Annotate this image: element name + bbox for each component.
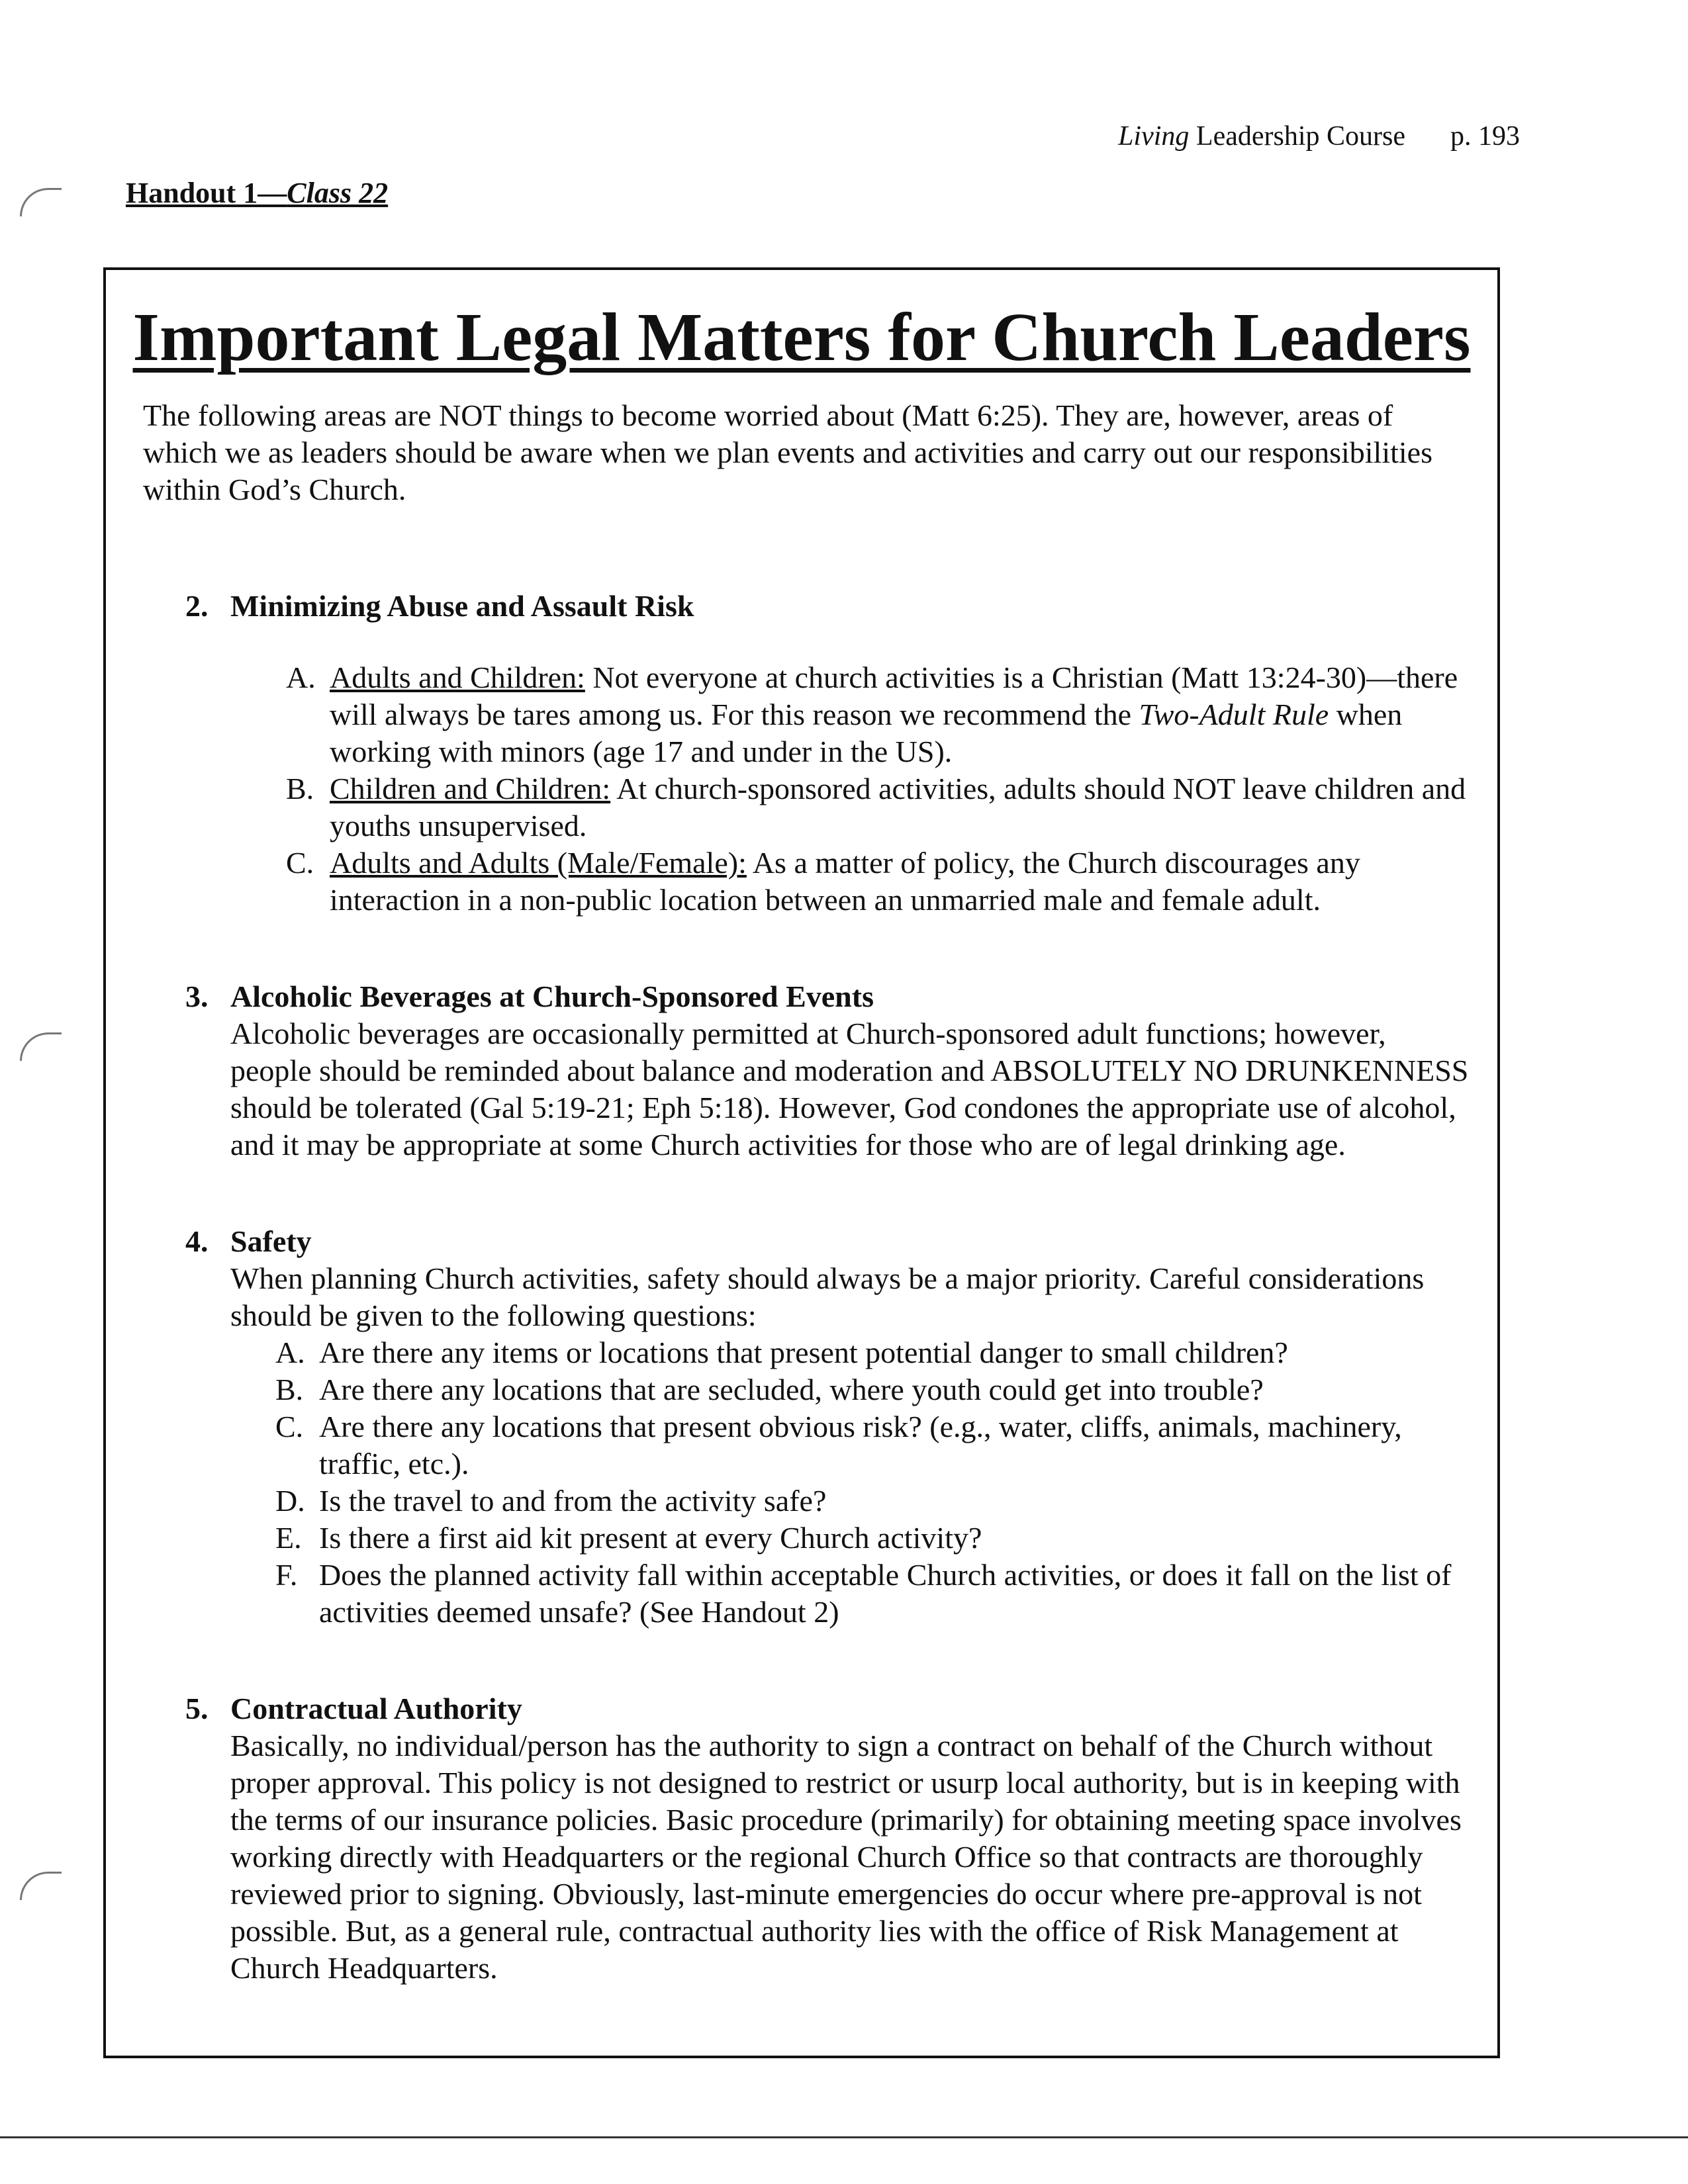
handout-number: Handout 1— — [126, 177, 287, 209]
abuse-list — [286, 659, 1474, 919]
item-label: Children and Children: — [330, 772, 611, 805]
list-letter: B. — [286, 772, 314, 805]
list-letter: A. — [286, 660, 316, 694]
course-name-italic: Living — [1118, 121, 1190, 152]
safety-list — [275, 1334, 1474, 1631]
list-item-text: Is there a first aid kit present at every Church activity? — [319, 1521, 982, 1555]
list-letter: A. — [275, 1336, 305, 1369]
section-number: 2. — [185, 589, 209, 623]
section-body: Alcoholic beverages are occasionally permitted at Church-sponsored adult functions; however, people should be reminded about balance and moderation and ABSOLUTELY NO DRUNKENNESS should be tolerated (Gal 5:19-21; Eph 5:18). However, God condones the appropriate use of alcohol, and it may be appropriate at some Church activities for those who are of legal drinking age. — [230, 1017, 1469, 1161]
list-item-text — [330, 770, 1474, 844]
list-item-text: Are there any locations that are secluded, where youth could get into trouble? — [319, 1373, 1264, 1406]
list-item — [286, 844, 1474, 919]
page-number: p. 193 — [1450, 121, 1520, 152]
running-header — [1118, 120, 1520, 152]
list-item — [275, 1371, 1474, 1408]
list-letter: C. — [275, 1410, 304, 1443]
binder-hole-mark — [20, 1872, 62, 1900]
section-body: When planning Church activities, safety should always be a major priority. Careful considerations should be given to the following questions: — [230, 1261, 1425, 1332]
list-letter: E. — [275, 1521, 302, 1555]
section-heading — [185, 1223, 1474, 1260]
section-body: Basically, no individual/person has the authority to sign a contract on behalf of the Church without proper approval. This policy is not designed to restrict or usurp local authority, but is in keeping with the terms of our insurance policies. Basic procedure (primarily) for obtaining meeting space involves working directly with Headquarters or the regional Church Office so that contracts are thoroughly reviewed prior to signing. Obviously, last-minute emergencies do occur where pre-approval is not possible. But, as a general rule, contractual authority lies with the office of Risk Management at Church Headquarters. — [230, 1729, 1462, 1985]
item-text: Not everyone at church activities is a Christian (Matt 13:24-30)—there will always be tares among us. For this reason we recommend the — [330, 660, 1458, 731]
handout-class: Class 22 — [287, 177, 389, 209]
list-item — [286, 770, 1474, 844]
item-text: As a matter of policy, the Church discourages any interaction in a non-public location between an unmarried male and female adult. — [330, 846, 1360, 917]
item-label: Adults and Adults (Male/Female): — [330, 846, 747, 880]
list-letter: F. — [275, 1558, 298, 1592]
list-item — [275, 1557, 1474, 1631]
section-contract — [185, 1690, 1474, 1987]
list-letter: D. — [275, 1484, 305, 1518]
list-item — [286, 659, 1474, 770]
section-number: 5. — [185, 1692, 209, 1725]
section-title: Minimizing Abuse and Assault Risk — [230, 589, 694, 623]
section-title: Alcoholic Beverages at Church-Sponsored Events — [230, 979, 874, 1013]
section-number: 4. — [185, 1224, 209, 1258]
handout-label — [126, 176, 388, 210]
section-number: 3. — [185, 979, 209, 1013]
section-safety — [185, 1223, 1474, 1631]
item-text: At church-sponsored activities, adults should NOT leave children and youths unsupervised. — [330, 772, 1466, 842]
item-label: Adults and Children: — [330, 660, 585, 694]
list-item — [275, 1408, 1474, 1482]
list-item-text: Is the travel to and from the activity safe? — [319, 1484, 827, 1518]
section-alcohol — [185, 978, 1474, 1163]
list-item — [275, 1334, 1474, 1371]
list-letter: B. — [275, 1373, 304, 1406]
list-item — [275, 1520, 1474, 1557]
list-item-text — [330, 844, 1474, 919]
section-title: Safety — [230, 1224, 312, 1258]
item-text-after: when working with minors (age 17 and under in the US). — [330, 698, 1403, 768]
section-heading — [185, 978, 1474, 1015]
list-item — [275, 1482, 1474, 1520]
course-name: Leadership Course — [1189, 121, 1405, 152]
section-heading — [185, 1690, 1474, 1727]
section-heading — [185, 588, 1474, 625]
list-item-text: Are there any locations that present obvious risk? (e.g., water, cliffs, animals, machinery, traffic, etc.). — [319, 1410, 1402, 1480]
binder-hole-mark — [20, 1032, 62, 1061]
scan-edge-line — [0, 2136, 1688, 2138]
list-item-text: Does the planned activity fall within acceptable Church activities, or does it fall on the list of activities deemed unsafe? (See Handout 2) — [319, 1558, 1452, 1629]
list-item-text — [330, 659, 1474, 770]
list-item-text: Are there any items or locations that present potential danger to small children? — [319, 1336, 1288, 1369]
item-italic: Two-Adult Rule — [1139, 698, 1329, 731]
page-title: Important Legal Matters for Church Leaders — [132, 299, 1471, 375]
intro-paragraph: The following areas are NOT things to become worried about (Matt 6:25). They are, however, areas of which we as leaders should be aware when we plan events and activities and carry out our responsibilities within God’s Church. — [143, 398, 1432, 506]
content-box — [103, 267, 1500, 2058]
section-title: Contractual Authority — [230, 1692, 522, 1725]
binder-hole-mark — [20, 188, 62, 216]
section-abuse — [185, 588, 1474, 919]
list-letter: C. — [286, 846, 314, 880]
